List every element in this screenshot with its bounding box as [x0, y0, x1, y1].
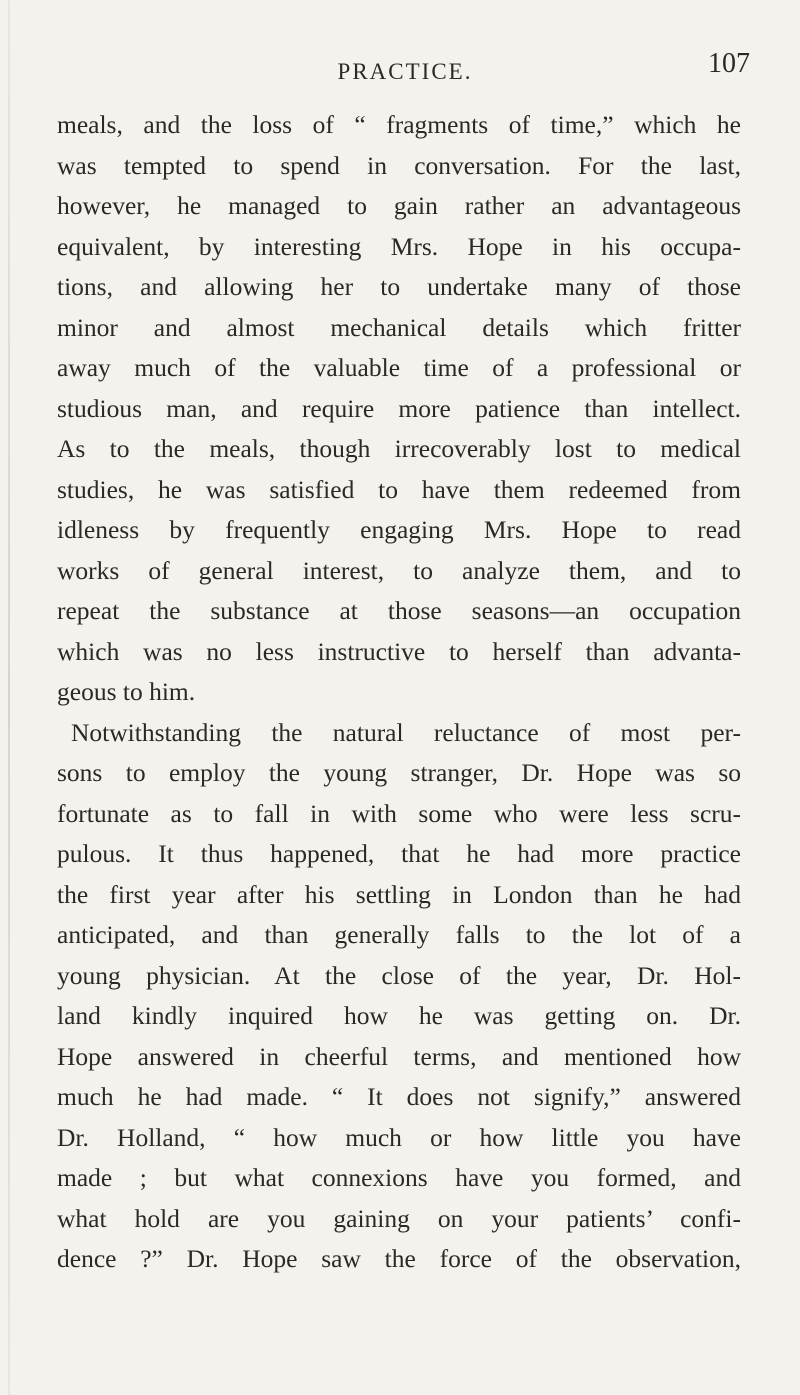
text-line: Hope answered in cheerful terms, and mentioned how: [57, 1041, 741, 1071]
text-line: sons to employ the young stranger, Dr. Hope was so: [57, 758, 741, 787]
text-line: made ; but what connexions have you formed, and: [57, 1163, 741, 1192]
text-line: Dr. Holland, “ how much or how little you have: [57, 1122, 741, 1152]
text-line: works of general interest, to analyze them, and to: [57, 555, 741, 585]
text-line: idleness by frequently engaging Mrs. Hope to read: [57, 515, 741, 544]
text-line: dence ?” Dr. Hope saw the force of the observation,: [57, 1244, 741, 1273]
page-edge-shadow: [8, 0, 10, 1395]
page-number: 107: [708, 48, 750, 79]
text-line: As to the meals, though irrecoverably lost to medical: [57, 434, 741, 463]
text-line: repeat the substance at those seasons—an occupation: [57, 596, 741, 625]
text-line: young physician. At the close of the year, Dr. Hol-: [57, 960, 741, 990]
text-line: studies, he was satisfied to have them redeemed from: [57, 474, 741, 504]
text-line: away much of the valuable time of a professional or: [57, 353, 741, 382]
text-line-paragraph-start: Notwithstanding the natural reluctance of most per-: [71, 717, 741, 747]
text-line-paragraph-end: geous to him.: [57, 677, 196, 706]
text-line: land kindly inquired how he was getting on. Dr.: [57, 1001, 741, 1030]
text-line: equivalent, by interesting Mrs. Hope in his occupa-: [57, 231, 741, 261]
text-line: minor and almost mechanical details which fritter: [57, 312, 741, 342]
running-title: PRACTICE.: [337, 59, 473, 84]
running-head: [60, 50, 750, 90]
text-line: anticipated, and than generally falls to the lot of a: [57, 920, 741, 949]
text-line: pulous. It thus happened, that he had more practice: [57, 839, 741, 868]
text-line: which was no less instructive to herself than advanta-: [57, 636, 741, 666]
text-line: meals, and the loss of “ fragments of time,” which he: [57, 110, 741, 139]
text-line: fortunate as to fall in with some who were less scru-: [57, 798, 741, 828]
body-text: [57, 105, 741, 1280]
text-line: the first year after his settling in London than he had: [57, 879, 741, 909]
text-line: tions, and allowing her to undertake many of those: [57, 272, 741, 301]
text-line: was tempted to spend in conversation. For the last,: [57, 150, 741, 180]
text-line: what hold are you gaining on your patients’ confi-: [57, 1203, 741, 1233]
text-line: studious man, and require more patience than intellect.: [57, 393, 741, 423]
text-line: much he had made. “ It does not signify,” answered: [57, 1082, 741, 1111]
text-line: however, he managed to gain rather an advantageous: [57, 191, 741, 220]
